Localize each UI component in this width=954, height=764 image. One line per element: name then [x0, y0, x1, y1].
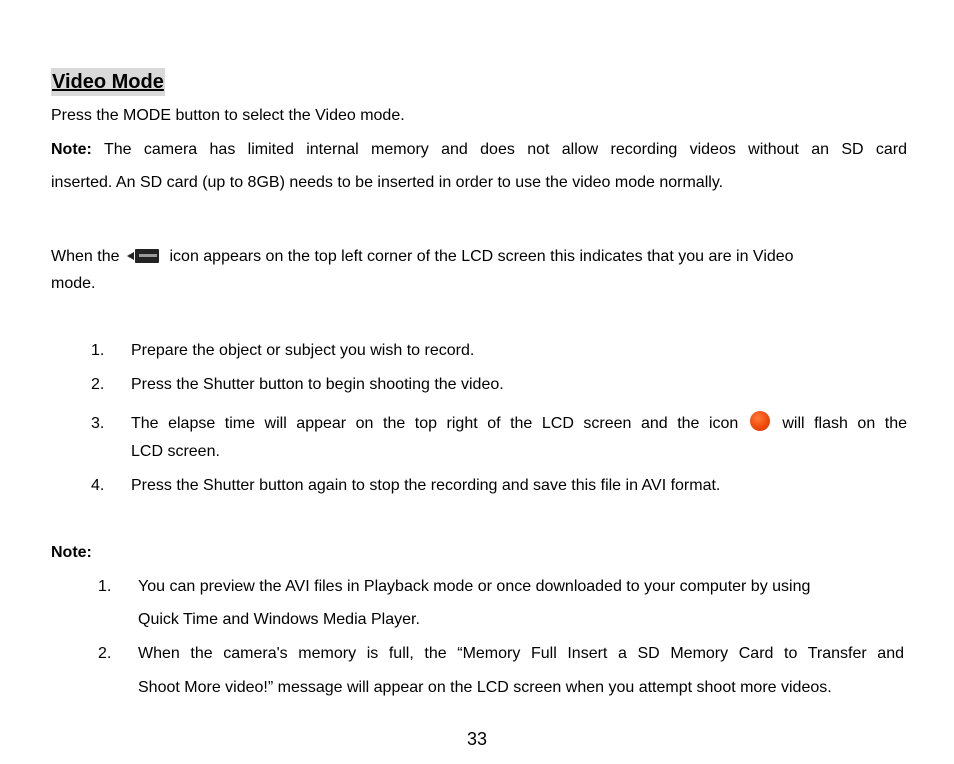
note-item-number: 1. [98, 578, 112, 595]
note-item-text: When the camera's memory is full, the “Memory Full Insert a SD Memory Card to Transfer and [138, 645, 904, 662]
note-paragraph-line1 [51, 140, 907, 160]
step-number: 3. [91, 415, 105, 432]
step-text [131, 408, 907, 440]
step-number: 1. [91, 342, 105, 359]
step-text-line2: LCD screen. [131, 443, 220, 460]
note-label: Note: [51, 141, 92, 158]
note-item-text-line2: Shoot More video!” message will appear on the LCD screen when you attempt shoot more videos. [138, 679, 832, 696]
note-item-text: You can preview the AVI files in Playback mode or once downloaded to your computer by using [138, 578, 811, 595]
step-number: 2. [91, 376, 105, 393]
step-text: Prepare the object or subject you wish to record. [131, 342, 475, 359]
step-text: Press the Shutter button again to stop the recording and save this file in AVI format. [131, 477, 721, 494]
video-indicator-after: icon appears on the top left corner of the LCD screen this indicates that you are in Video [169, 248, 794, 265]
section-heading: Video Mode [51, 68, 165, 96]
step-text: Press the Shutter button to begin shooting the video. [131, 376, 504, 393]
note-item-text-line2: Quick Time and Windows Media Player. [138, 611, 420, 628]
note-label: Note: [51, 544, 92, 561]
step-number: 4. [91, 477, 105, 494]
video-indicator-before: When the [51, 248, 120, 265]
video-indicator-line2: mode. [51, 275, 96, 292]
note-item-number: 2. [98, 645, 112, 662]
note-text: The camera has limited internal memory and does not allow recording videos without an SD card [103, 141, 908, 158]
video-camera-icon [127, 249, 161, 263]
step-text-before: The elapse time will appear on the top right of the LCD screen and the icon [131, 415, 739, 432]
video-indicator-line1 [51, 247, 907, 267]
step-text-after: will flash on the [782, 415, 908, 432]
page-number: 33 [466, 729, 488, 749]
record-dot-icon [750, 411, 770, 431]
note-paragraph-line2: inserted. An SD card (up to 8GB) needs to be inserted in order to use the video mode normally. [51, 174, 724, 191]
intro-text: Press the MODE button to select the Video mode. [51, 107, 405, 124]
